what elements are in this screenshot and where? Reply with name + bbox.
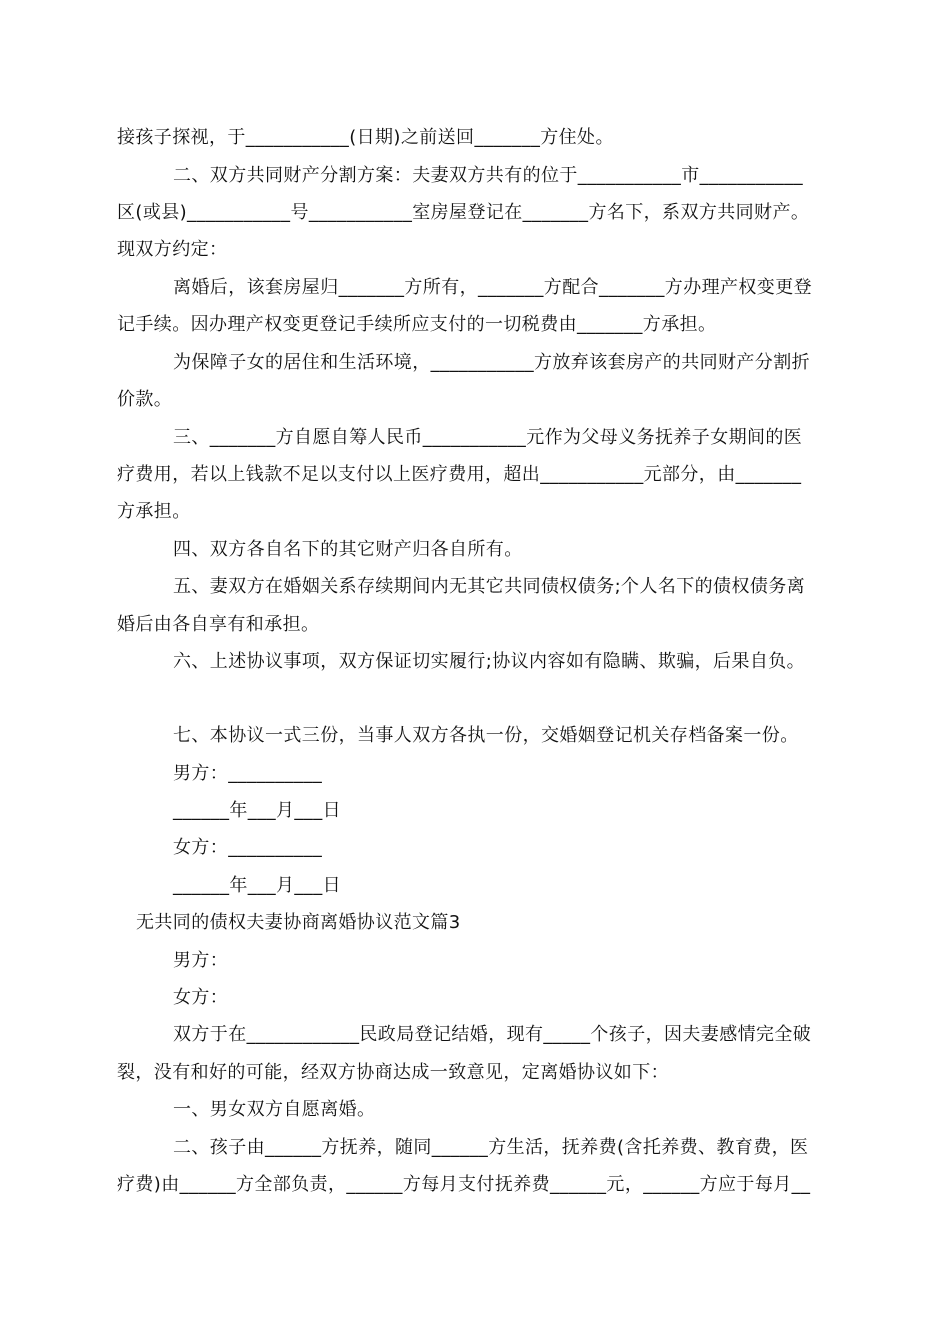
text-line: 三、_______方自愿自筹人民币___________元作为父母义务抚养子女期间的医 bbox=[173, 427, 803, 448]
text-line: 四、双方各自名下的其它财产归各自所有。 bbox=[173, 539, 523, 560]
text-line: 现双方约定： bbox=[117, 239, 228, 260]
text-line: 一、男女双方自愿离婚。 bbox=[173, 1099, 376, 1120]
signature-line-male: 男方：__________ bbox=[173, 763, 323, 784]
text-line: 二、双方共同财产分割方案：夫妻双方共有的位于___________市___________ bbox=[173, 165, 803, 186]
text-line: 五、妻双方在婚姻关系存续期间内无其它共同债权债务;个人名下的债权债务离 bbox=[173, 576, 806, 597]
date-line: ______年___月___日 bbox=[173, 800, 341, 821]
text-line: 记手续。因办理产权变更登记手续所应支付的一切税费由_______方承担。 bbox=[117, 314, 717, 335]
text-line: 疗费)由______方全部负责，______方每月支付抚养费______元，______方应于每月__ bbox=[117, 1174, 811, 1195]
signature-line-female: 女方：__________ bbox=[173, 837, 323, 858]
text-line: 裂，没有和好的可能，经双方协商达成一致意见，定离婚协议如下： bbox=[117, 1062, 669, 1083]
text-line: 疗费用，若以上钱款不足以支付以上医疗费用，超出___________元部分，由_______ bbox=[117, 464, 802, 485]
text-line: 价款。 bbox=[117, 389, 173, 410]
text-line: 七、本协议一式三份，当事人双方各执一份，交婚姻登记机关存档备案一份。 bbox=[173, 725, 799, 746]
text-line: 男方： bbox=[173, 950, 229, 971]
date-line: ______年___月___日 bbox=[173, 875, 341, 896]
text-line: 女方： bbox=[173, 987, 229, 1008]
text-line: 婚后由各自享有和承担。 bbox=[117, 614, 320, 635]
text-line: 六、上述协议事项，双方保证切实履行;协议内容如有隐瞒、欺骗，后果自负。 bbox=[173, 651, 806, 672]
text-line: 方承担。 bbox=[117, 501, 191, 522]
text-line: 双方于在____________民政局登记结婚，现有_____个孩子，因夫妻感情完全破 bbox=[173, 1024, 812, 1045]
section-heading: 无共同的债权夫妻协商离婚协议范文篇3 bbox=[136, 912, 461, 933]
text-line: 区(或县)___________号___________室房屋登记在_______方名下，系双方共同财产。 bbox=[117, 202, 810, 223]
text-line: 为保障子女的居住和生活环境，___________方放弃该套房产的共同财产分割折 bbox=[173, 352, 810, 373]
text-line: 二、孩子由______方抚养，随同______方生活，抚养费(含托养费、教育费，医 bbox=[173, 1137, 809, 1158]
text-line: 接孩子探视，于___________(日期)之前送回_______方住处。 bbox=[117, 127, 614, 148]
text-line: 离婚后，该套房屋归_______方所有，_______方配合_______方办理产权变更登 bbox=[173, 277, 812, 298]
